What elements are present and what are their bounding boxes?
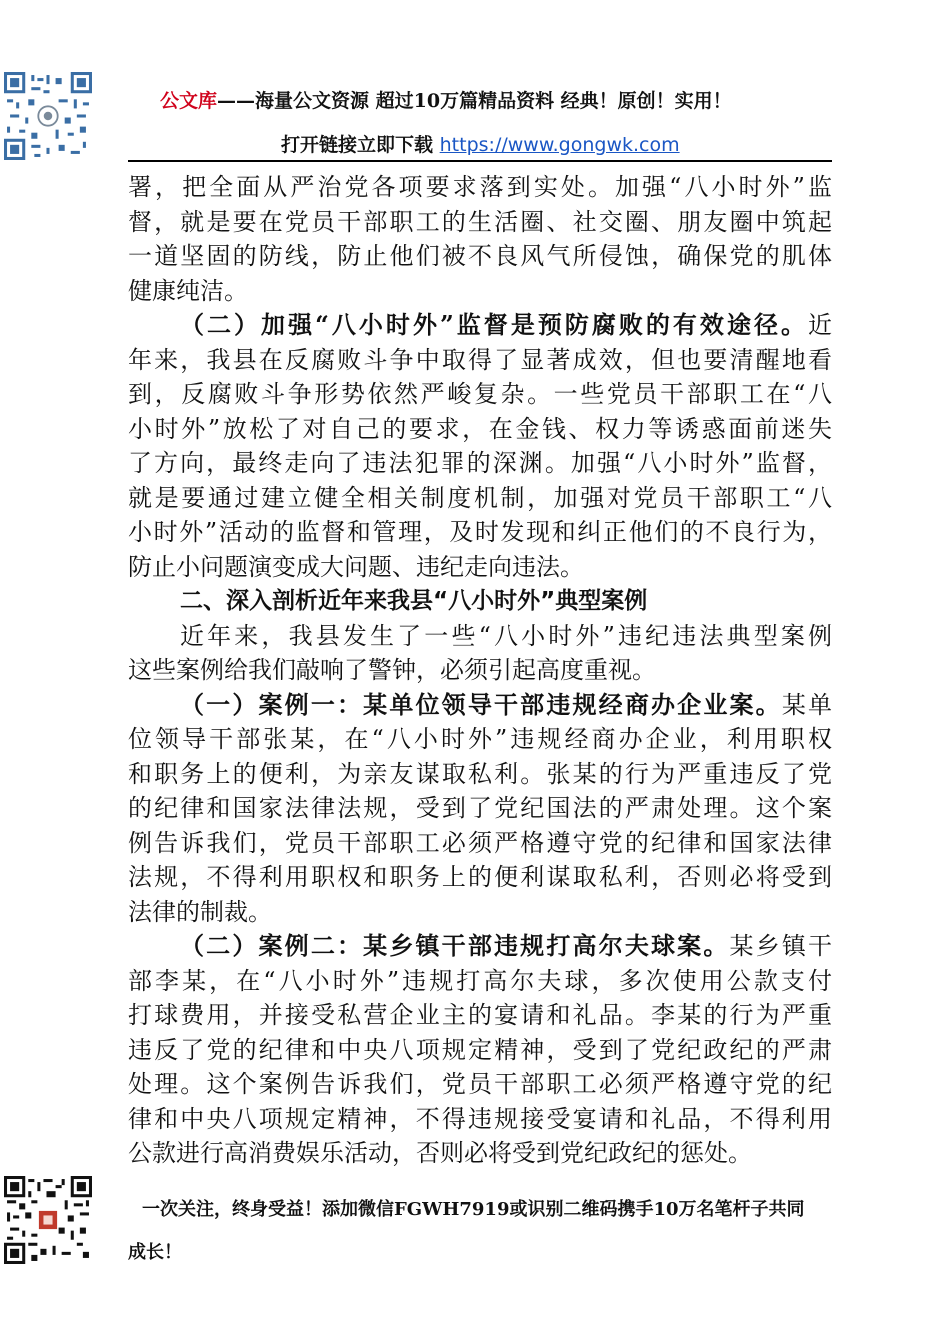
text-line: 这些案例给我们敲响了警钟，必须引起高度重视。 bbox=[128, 656, 656, 684]
text-line: 到，反腐败斗争形势依然严峻复杂。一些党员干部职工在“八 bbox=[128, 380, 832, 408]
text-run: 某单 bbox=[781, 690, 833, 719]
text-line: 公款进行高消费娱乐活动，否则必将受到党纪政纪的惩处。 bbox=[128, 1139, 752, 1167]
download-link[interactable]: https://www.gongwk.com bbox=[439, 134, 680, 156]
text-line: 例告诉我们，党员干部职工必须严格遵守党的纪律和国家法律 bbox=[128, 828, 832, 857]
subheading-text: （一）案例一：某单位领导干部违规经商办企业案。 bbox=[180, 689, 782, 719]
text-line: 督，就是要在党员干部职工的生活圈、社交圈、朋友圈中筑起 bbox=[128, 207, 832, 236]
text-line: 健康纯洁。 bbox=[128, 276, 248, 305]
qr-code-bottom bbox=[4, 1176, 92, 1264]
brand-name: 公文库 bbox=[160, 90, 218, 112]
text-line: 和职务上的便利，为亲友谋取私利。张某的行为严重违反了党 bbox=[128, 759, 832, 788]
text-line: 署，把全面从严治党各项要求落到实处。加强“八小时外”监 bbox=[128, 173, 832, 201]
document-body bbox=[128, 170, 832, 1171]
subheading-text: （二）加强“八小时外”监督是预防腐败的有效途径。 bbox=[180, 310, 808, 339]
text-line: 就是要通过建立健全相关制度机制，加强对党员干部职工“八 bbox=[128, 483, 832, 512]
subheading-line bbox=[128, 308, 832, 343]
text-line: 一道坚固的防线，防止他们被不良风气所侵蚀，确保党的肌体 bbox=[128, 242, 832, 270]
subheading-text: （二）案例二：某乡镇干部违规打高尔夫球案。 bbox=[180, 931, 730, 960]
header-tagline: ——海量公文资源 超过10万篇精品资料 经典！原创！实用！ bbox=[217, 90, 732, 112]
text-line: 律和中央八项规定精神，不得违规接受宴请和礼品，不得利用 bbox=[128, 1104, 832, 1133]
text-line: 部李某，在“八小时外”违规打高尔夫球，多次使用公款支付 bbox=[128, 966, 832, 995]
text-line: 近年来，我县发生了一些“八小时外”违纪违法典型案例 bbox=[180, 621, 832, 650]
text-line: 违反了党的纪律和中央八项规定精神，受到了党纪政纪的严肃 bbox=[128, 1035, 832, 1064]
section-heading: 二、深入剖析近年来我县“八小时外”典型案例 bbox=[180, 588, 648, 614]
header-divider bbox=[128, 160, 832, 162]
text-run: 近 bbox=[808, 311, 832, 339]
text-line: 小时外”活动的监督和管理，及时发现和纠正他们的不良行为， bbox=[128, 518, 832, 546]
text-line: 位领导干部张某，在“八小时外”违规经商办企业，利用职权 bbox=[128, 725, 832, 753]
qr-code-top bbox=[4, 72, 92, 160]
text-run: 某乡镇干 bbox=[729, 932, 832, 960]
download-label: 打开链接立即下载 bbox=[281, 134, 434, 156]
header-banner bbox=[160, 86, 860, 113]
text-line: 了方向，最终走向了违法犯罪的深渊。加强“八小时外”监督， bbox=[128, 449, 832, 477]
text-line: 小时外”放松了对自己的要求，在金钱、权力等诱惑面前迷失 bbox=[128, 414, 832, 443]
text-line: 法律的制裁。 bbox=[128, 897, 272, 926]
footer-line-2: 成长！ bbox=[128, 1242, 182, 1263]
footer-line-1: 一次关注，终身受益！添加微信FGWH7919或识别二维码携手10万名笔杆子共同 bbox=[142, 1199, 805, 1220]
text-line: 年来，我县在反腐败斗争中取得了显著成效，但也要清醒地看 bbox=[128, 345, 832, 374]
text-line: 法规，不得利用职权和职务上的便利谋取私利，否则必将受到 bbox=[128, 863, 832, 891]
text-line: 的纪律和国家法律法规，受到了党纪国法的严肃处理。这个案 bbox=[128, 794, 832, 822]
text-line: 打球费用，并接受私营企业主的宴请和礼品。李某的行为严重 bbox=[128, 1001, 832, 1029]
text-line: 处理。这个案例告诉我们，党员干部职工必须严格遵守党的纪 bbox=[128, 1070, 832, 1098]
subheading-line bbox=[128, 688, 832, 723]
subheading-line bbox=[128, 929, 832, 964]
text-line: 防止小问题演变成大问题、违纪走向违法。 bbox=[128, 552, 584, 581]
header-download bbox=[281, 130, 680, 157]
